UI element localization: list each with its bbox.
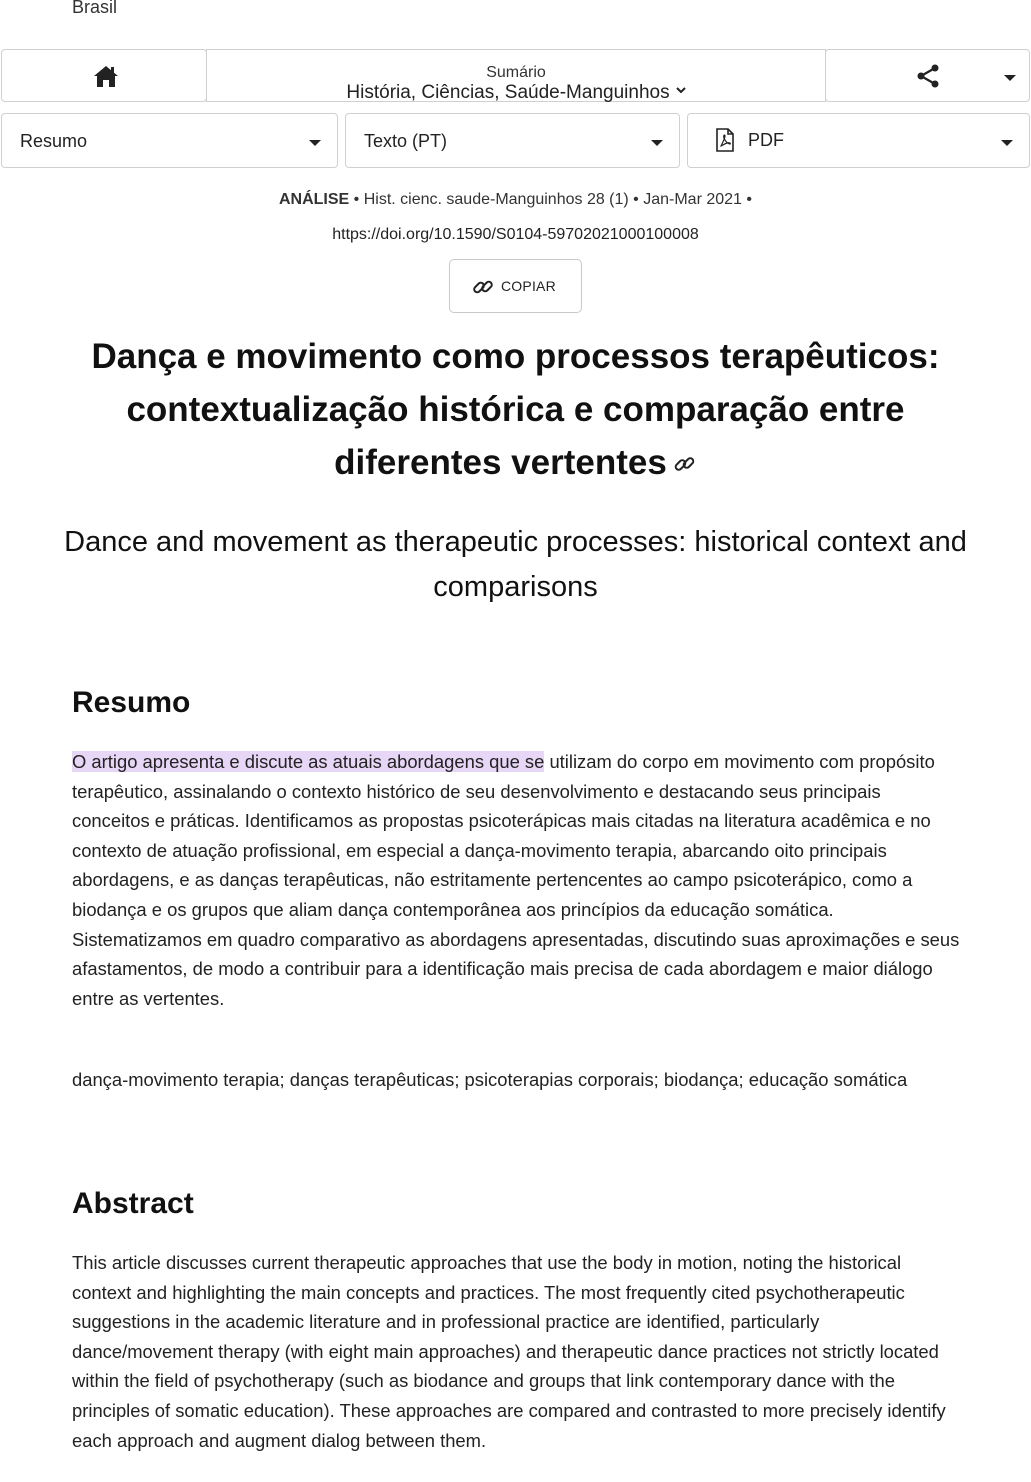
resumo-text: O artigo apresenta e discute as atuais abordagens que se utilizam do corpo em movimento com propósito terapêutico, assinalando o contexto histórico de seu desenvolvimento e destacando seus principais conceitos e práticas. Identificamos as propostas psicoterápicas mais citadas na literatura acadêmica e no contexto de atuação profissional, em especial a dança-movimento terapia, abarcando oito principais abordagens, e as danças terapêuticas, não estritamente pertencentes ao campo psicoterápico, como a biodança e os grupos que aliam dança contemporânea aos princípios da educação somática. Sistematizamos em quadro comparativo as abordagens apresentadas, discutindo suas aproximações e seus afastamentos, de modo a contribuir para a identificação mais precisa de cada abordagem e maior diálogo entre as vertentes. xyxy=(72,751,960,1009)
journal-name: História, Ciências, Saúde-Manguinhos xyxy=(207,82,825,104)
share-icon xyxy=(916,64,940,88)
language-select-value: Texto (PT) xyxy=(364,131,448,151)
link-icon xyxy=(472,276,494,298)
article-title-en: Dance and movement as therapeutic processes: historical context and comparisons xyxy=(64,526,967,603)
abstract-text: This article discusses current therapeutic approaches that use the body in motion, noting the historical context and highlighting the main concepts and practices. The most frequently cited psychotherapeutic suggestions in the academic literature and in professional practice are identified, particularly dance/movement therapy (with eight main approaches) and therapeutic dance practices not strictly located within the field of psychotherapy (such as biodance and groups that link contemporary dance with the principles of somatic education). These approaches are compared and contrasted to more precisely identify each approach and augment dialog between them. xyxy=(72,1252,946,1451)
summary-label: Sumário xyxy=(486,64,546,81)
pdf-select-value: PDF xyxy=(748,130,784,150)
copy-label: COPIAR xyxy=(501,278,556,294)
chevron-down-icon xyxy=(1001,140,1013,146)
section-select-value: Resumo xyxy=(20,131,88,151)
keywords: dança-movimento terapia; danças terapêuticas; psicoterapias corporais; biodança; educação somática xyxy=(72,1069,908,1090)
home-icon xyxy=(93,64,119,88)
language-select[interactable] xyxy=(345,113,680,168)
copy-doi-button[interactable] xyxy=(449,259,582,313)
chevron-down-icon xyxy=(676,85,686,95)
chevron-down-icon xyxy=(1004,75,1016,81)
section-select[interactable] xyxy=(1,113,338,168)
highlighted-text: O artigo apresenta e discute as atuais abordagens que se xyxy=(72,751,545,772)
article-type: ANÁLISE xyxy=(278,191,350,208)
pdf-select[interactable] xyxy=(687,113,1030,168)
share-button[interactable] xyxy=(825,49,1030,102)
doi-link[interactable]: https://doi.org/10.1590/S0104-59702021000100008 xyxy=(332,226,699,243)
article-title: Dança e movimento como processos terapêuticos: contextualização histórica e comparação entre diferentes vertentes xyxy=(91,337,940,482)
chevron-down-icon xyxy=(309,140,321,146)
abstract-heading: Abstract xyxy=(72,1187,194,1220)
summary-button[interactable] xyxy=(206,49,826,102)
article-meta xyxy=(0,191,1031,209)
country-label: Brasil xyxy=(72,0,118,17)
article-citation: • Hist. cienc. saude-Manguinhos 28 (1) • Jan-Mar 2021 • xyxy=(349,191,752,208)
article-navbar xyxy=(0,49,1030,104)
resumo-heading: Resumo xyxy=(72,686,191,719)
pdf-icon xyxy=(715,128,735,152)
link-icon[interactable] xyxy=(673,452,697,476)
chevron-down-icon xyxy=(651,140,663,146)
home-button[interactable] xyxy=(1,49,207,102)
